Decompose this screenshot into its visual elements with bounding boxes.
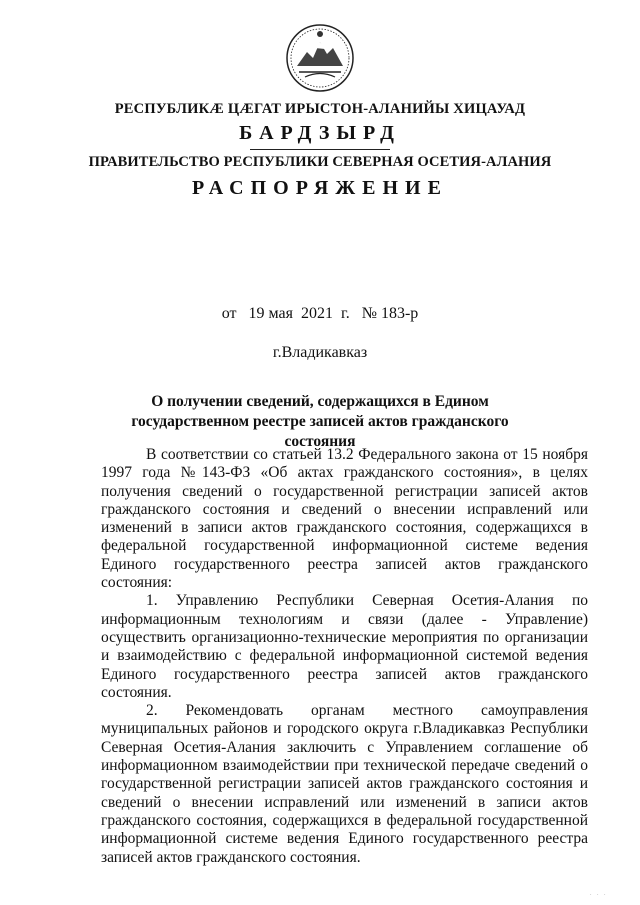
ossetian-doc-type: БАРДЗЫРД [239, 122, 401, 144]
russian-doc-type: РАСПОРЯЖЕНИЕ [192, 177, 448, 199]
document-date: 19 мая 2021 г. [248, 305, 350, 322]
date-number-line [0, 305, 640, 323]
ossetian-republic-name: РЕСПУБЛИКӔ ЦӔГАТ ИРЫСТОН-АЛАНИЙЫ ХИЦАУАД [114, 101, 526, 117]
document-body [101, 446, 588, 867]
item-2-paragraph: 2. Рекомендовать органам местного самоуправления муниципальных районов и городского округа г.Владикавказ Республики Северная Осетия-Алания заключить с Управлением соглашение об информационном взаимодействии при технической передаче сведений о государственной регистрации записей актов гражданского состояния и сведений о внесении исправлений или изменений в записи актов гражданского состояния, содержащихся в федеральной государственной информационной системе ведения Единого государственного реестра записей актов гражданского состояния. [101, 702, 588, 866]
date-prefix: от [221, 305, 237, 322]
document-number: 183-р [380, 305, 419, 322]
intro-paragraph: В соответствии со статьей 13.2 Федерального закона от 15 ноября 1997 года №143-ФЗ «Об актах гражданского состояния», в целях получения сведений о государственной регистрации записей актов гражданского состояния и сведений о внесении исправлений или изменений в записи актов гражданского состояния, содержащихся в федеральной государственной информационной системе ведения Единого государственного реестра записей актов гражданского состояния: [101, 446, 588, 592]
city: г.Владикавказ [272, 344, 368, 361]
russian-republic-name: ПРАВИТЕЛЬСТВО РЕСПУБЛИКИ СЕВЕРНАЯ ОСЕТИЯ-АЛАНИЯ [88, 154, 552, 170]
header-divider [250, 149, 390, 150]
item-1-paragraph: 1. Управлению Республики Северная Осетия-Алания по информационным технологиям и связи (далее - Управление) осуществить организационно-технические мероприятия по организации и взаимодействию с федеральной информационной системой ведения Единого государственного реестра записей актов гражданского состояния. [101, 592, 588, 701]
number-prefix: № [361, 305, 377, 322]
scan-artifact: . . . [590, 891, 608, 897]
document-title: О получении сведений, содержащихся в Едином государственном реестре записей актов гражданского состояния [131, 393, 509, 450]
coat-of-arms-icon [285, 22, 355, 94]
